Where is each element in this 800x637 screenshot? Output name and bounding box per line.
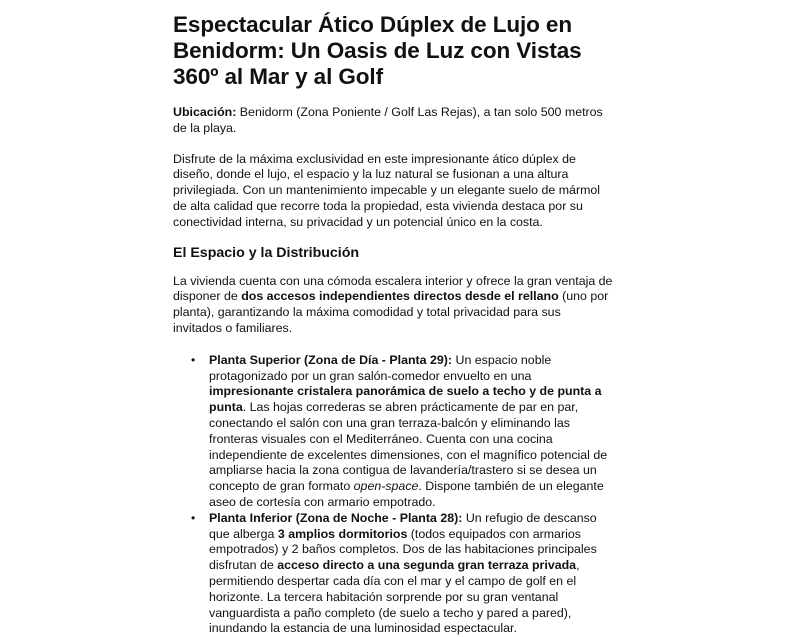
lower-text-3: , permitiendo despertar cada día con el mar y el campo de golf en el horizonte. La tercera habitación sorprende por su gran ventanal vanguardista a paño completo (de suelo a techo y pared a pared), inundando la estancia de una luminosidad espectacular. (209, 558, 580, 636)
space-paragraph (173, 274, 613, 337)
lower-label: Planta Inferior (Zona de Noche - Planta 28): (209, 510, 463, 525)
upper-label: Planta Superior (Zona de Día - Planta 29): (209, 352, 453, 367)
upper-text-2: . Las hojas correderas se abren prácticamente de par en par, conectando el salón con una gran terraza-balcón y eliminando las fronteras visuales con el Mediterráneo. Cuenta con una cocina independiente de excelentes dimensiones, con el magnífico potencial de ampliarse hacia la zona contigua de lavandería/trastero si se desea un concepto de gran formato (209, 400, 608, 494)
lower-bold-1: 3 amplios dormitorios (277, 526, 408, 541)
document-page (173, 0, 613, 637)
upper-text-1: Un espacio noble protagonizado por un gran salón-comedor envuelto en una (209, 352, 552, 383)
page-title: Espectacular Ático Dúplex de Lujo en Benidorm: Un Oasis de Luz con Vistas 360º al Mar y al Golf (173, 12, 582, 89)
location-label: Ubicación: (173, 105, 237, 119)
intro-paragraph: Disfrute de la máxima exclusividad en este impresionante ático dúplex de diseño, donde el lujo, el espacio y la luz natural se fusionan a una altura privilegiada. Con un mantenimiento impecable y un elegante suelo de mármol de alta calidad que recorre toda la propiedad, esta vivienda destaca por su conectividad interna, su privacidad y un potencial único en la costa. (173, 151, 601, 229)
list-item-lower-floor (191, 510, 613, 637)
section-heading: El Espacio y la Distribución (173, 244, 360, 261)
space-text-2: (uno por planta), garantizando la máxima comodidad y total privacidad para sus invitados o familiares. (173, 289, 609, 335)
upper-italic-1: open-space (353, 479, 419, 494)
floor-list (173, 353, 613, 637)
lower-text-1: Un refugio de descanso que alberga (209, 510, 597, 541)
list-item-upper-floor (191, 352, 613, 511)
upper-bold-1: impresionante cristalera panorámica de suelo a techo y de punta a punta (209, 384, 602, 415)
lower-text-2: (todos equipados con armarios empotrados) y 2 baños completos. Dos de las habitaciones principales disfrutan de (209, 526, 597, 573)
lower-bold-2: acceso directo a una segunda gran terraza privada (277, 558, 577, 573)
location-text: Benidorm (Zona Poniente / Golf Las Rejas), a tan solo 500 metros de la playa. (173, 105, 603, 135)
bullet: • (191, 352, 196, 367)
upper-text-3: . Dispone también de un elegante aseo de cortesía con armario empotrado. (209, 479, 604, 509)
space-bold-1: dos accesos independientes directos desde el rellano (241, 289, 559, 304)
space-text-1: La vivienda cuenta con una cómoda escalera interior y ofrece la gran ventaja de disponer de (173, 273, 613, 304)
bullet: • (191, 510, 196, 525)
location-paragraph (173, 105, 613, 137)
